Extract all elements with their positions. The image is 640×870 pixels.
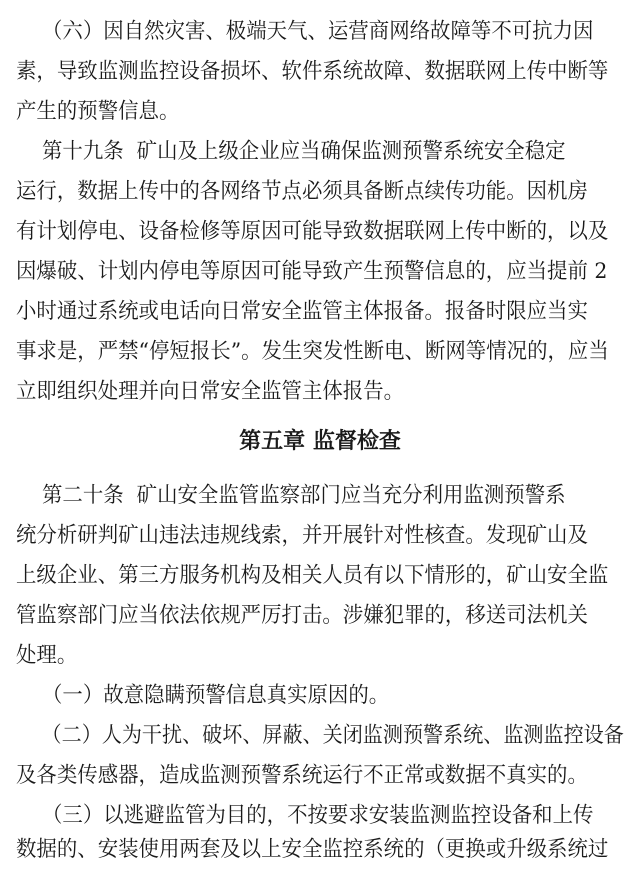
text-line: 第二十条 矿山安全监管监察部门应当充分利用监测预警系 xyxy=(16,483,566,508)
text-line: 上级企业、第三方服务机构及相关人员有以下情形的，矿山安全监 xyxy=(16,563,609,588)
text-line: 管监察部门应当依法依规严厉打击。涉嫌犯罪的，移送司法机关 xyxy=(16,603,588,628)
text-line: （二）人为干扰、破坏、屏蔽、关闭监测预警系统、监测监控设备 xyxy=(16,723,624,748)
text-line: 因爆破、计划内停电等原因可能导致产生预警信息的，应当提前 2 xyxy=(16,259,608,284)
text-line: 处理。 xyxy=(16,643,78,668)
text-line: 数据的、安装使用两套及以上安全监控系统的（更换或升级系统过 xyxy=(16,837,609,862)
text-line: （一）故意隐瞒预警信息真实原因的。 xyxy=(16,683,390,708)
text-line: 统分析研判矿山违法违规线索，并开展针对性核查。发现矿山及 xyxy=(16,523,588,548)
text-line: 有计划停电、设备检修等原因可能导致数据联网上传中断的，以及 xyxy=(16,219,609,244)
text-line: 素，导致监测监控设备损坏、软件系统故障、数据联网上传中断等 xyxy=(16,59,609,84)
text-line: 产生的预警信息。 xyxy=(16,99,180,124)
text-line: 小时通过系统或电话向日常安全监管主体报备。报备时限应当实 xyxy=(16,299,588,324)
text-line: （三）以逃避监管为目的，不按要求安装监测监控设备和上传 xyxy=(16,803,594,828)
chapter-heading: 第五章 监督检查 xyxy=(239,429,401,454)
text-line: 立即组织处理并向日常安全监管主体报告。 xyxy=(16,379,405,404)
text-line: 事求是，严禁“停短报长”。发生突发性断电、断网等情况的，应当 xyxy=(16,339,609,364)
text-line: 运行，数据上传中的各网络节点必须具备断点续传功能。因机房 xyxy=(16,179,588,204)
text-line: 及各类传感器，造成监测预警系统运行不正常或数据不真实的。 xyxy=(16,763,588,788)
text-line: 第十九条 矿山及上级企业应当确保监测预警系统安全稳定 xyxy=(16,139,566,164)
text-line: （六）因自然灾害、极端天气、运营商网络故障等不可抗力因 xyxy=(16,19,594,44)
